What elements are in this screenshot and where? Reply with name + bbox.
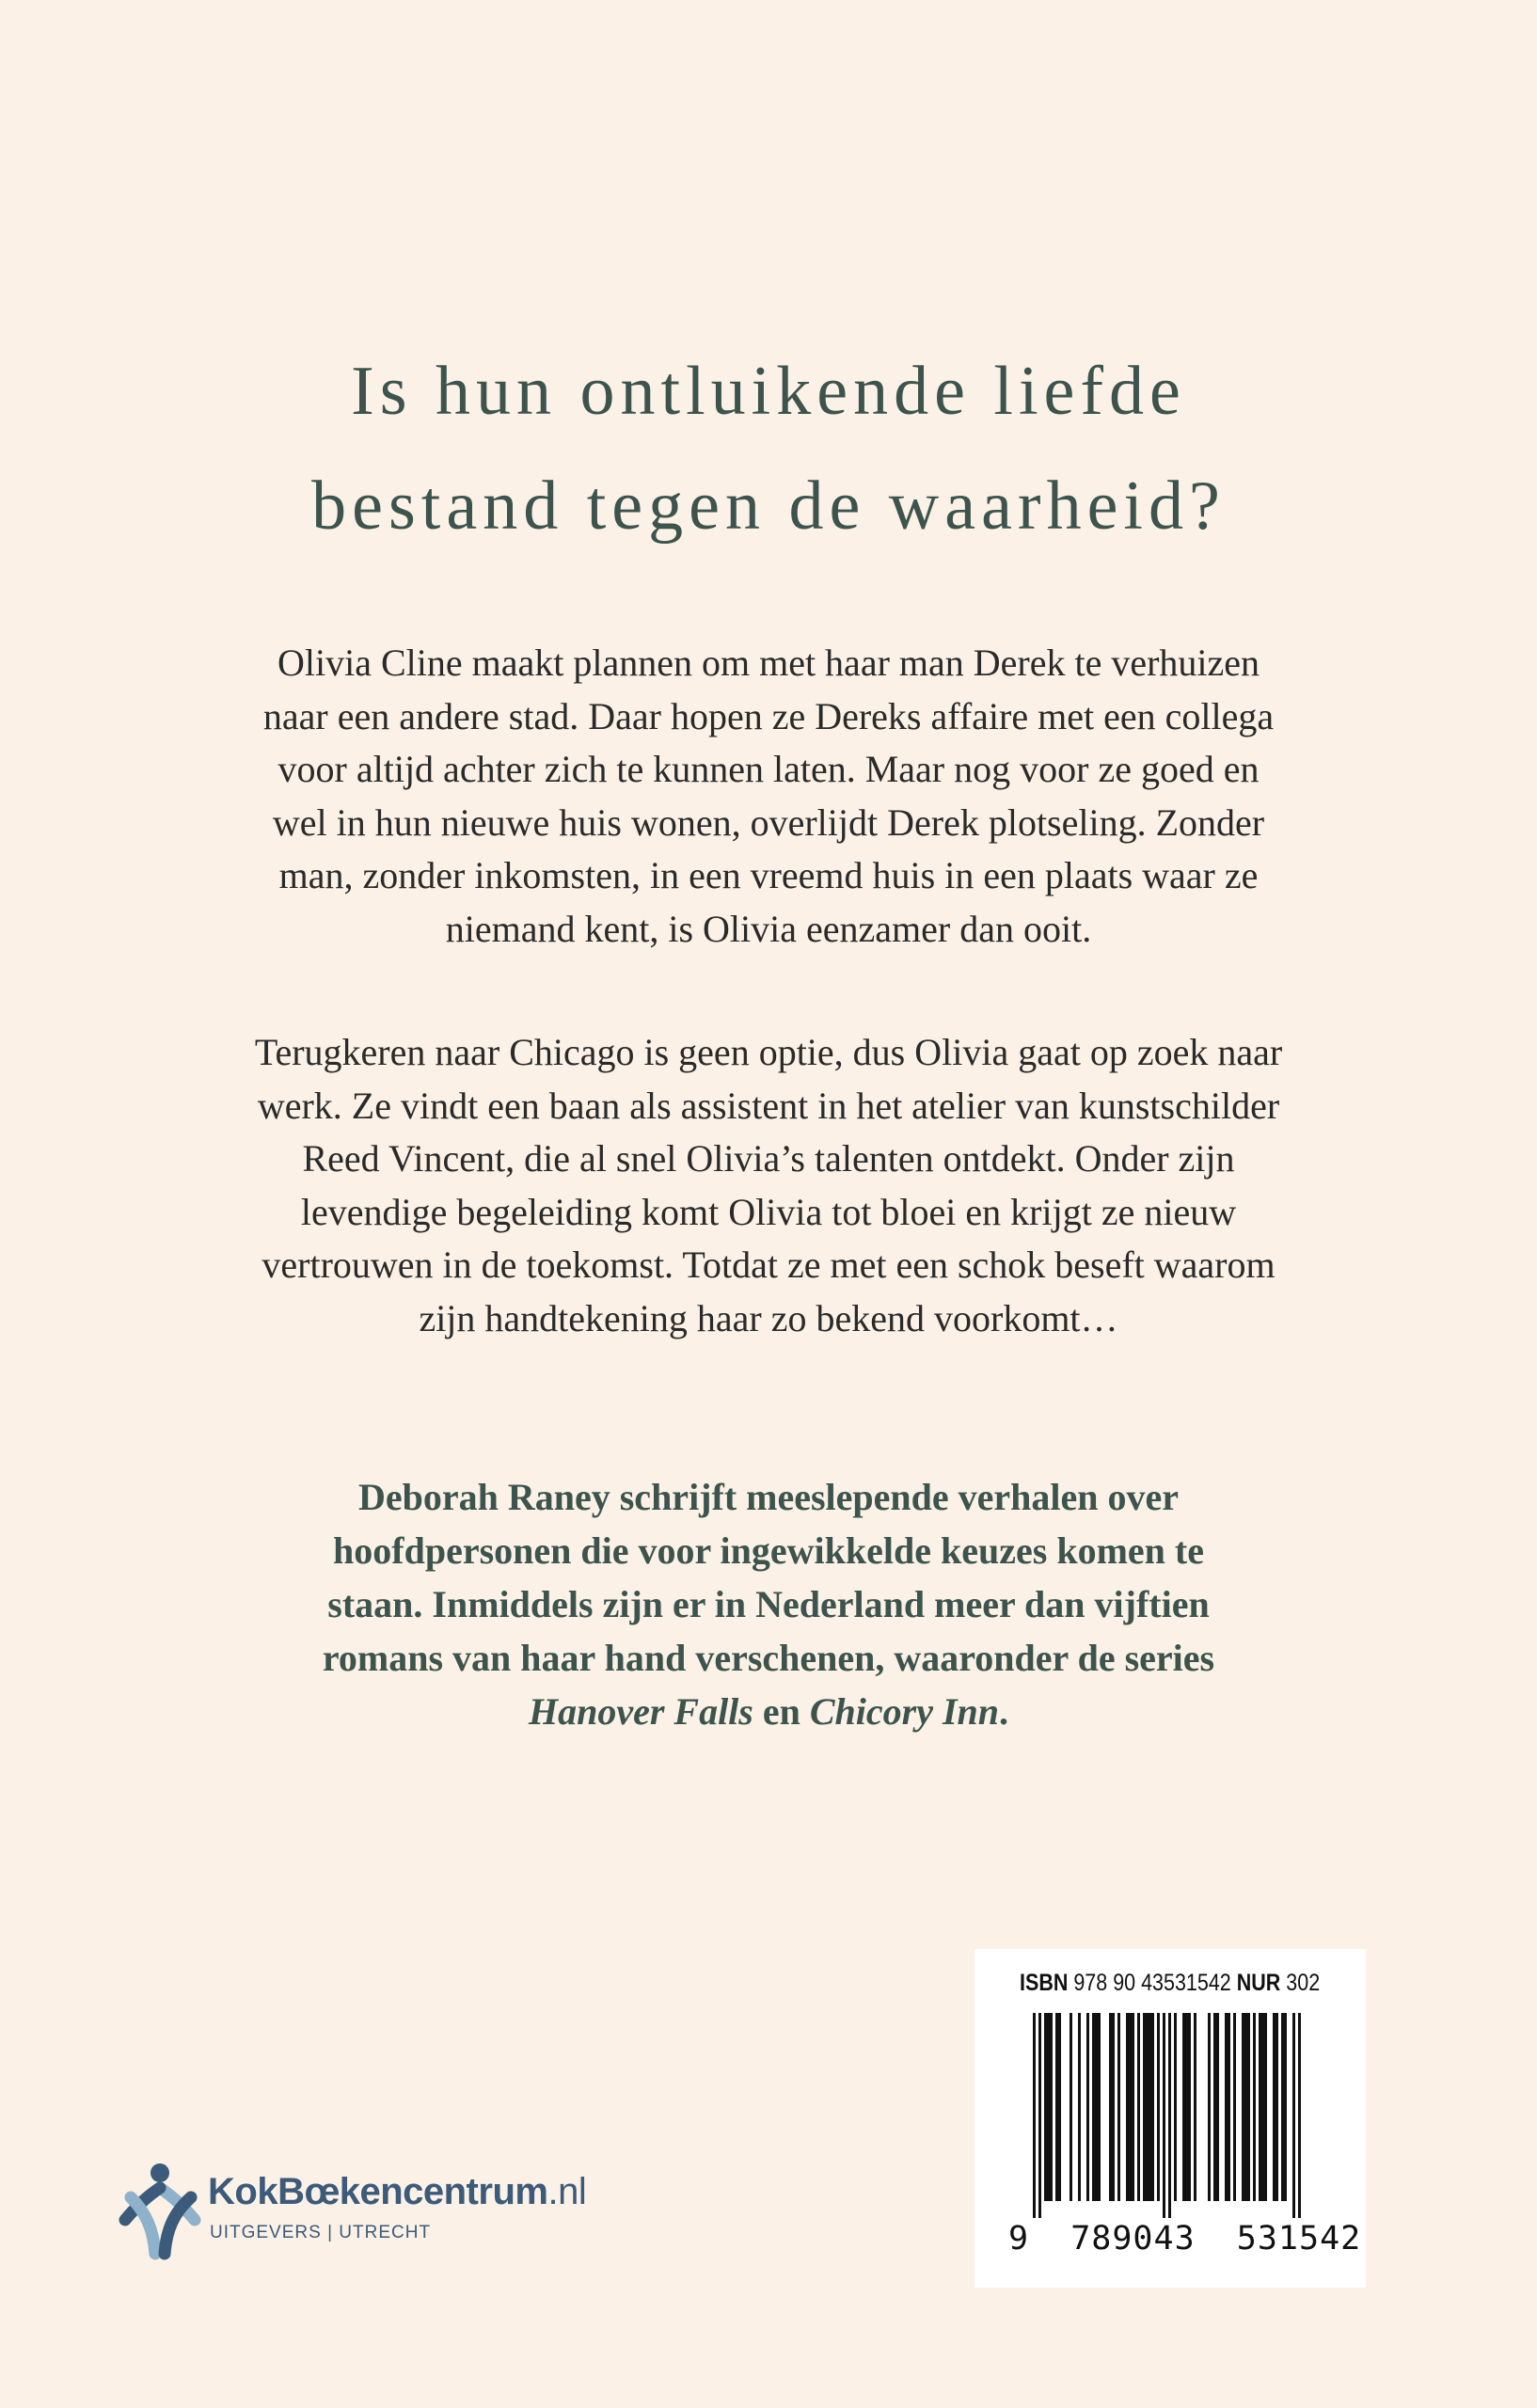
text-line: Reed Vincent, die al snel Olivia’s talenten ontdekt. Onder zijn: [302, 1137, 1235, 1180]
barcode-bar: [1149, 2013, 1151, 2201]
barcode-bar: [1276, 2013, 1278, 2201]
headline-line: bestand tegen de waarheid?: [311, 467, 1226, 545]
barcode-bar: [1132, 2013, 1134, 2201]
barcode-bar: [1213, 2013, 1216, 2201]
publisher-name-bold: KokBœkencentrum: [208, 2171, 548, 2212]
text-line: naar een andere stad. Daar hopen ze Dereks affaire met een collega: [262, 694, 1275, 737]
isbn-value: 978 90 43531542: [1073, 1970, 1231, 1996]
barcode-bar: [1050, 2013, 1053, 2201]
barcode-bar: [1070, 2013, 1072, 2201]
asterisk-person-logo-icon: [118, 2160, 202, 2263]
barcode-bar: [1086, 2013, 1089, 2201]
text-line: staan. Inmiddels zijn er in Nederland meer dan vijftien: [327, 1583, 1210, 1625]
series-title: Chicory Inn: [809, 1690, 1000, 1733]
isbn-line: [1020, 1970, 1320, 1997]
barcode: [1033, 2013, 1315, 2218]
publisher-tagline: UITGEVERS | UTRECHT: [210, 2223, 432, 2242]
text-line: Deborah Raney schrijft meeslepende verhalen over: [357, 1476, 1180, 1518]
barcode-bar: [1078, 2013, 1081, 2201]
barcode-bar: [1098, 2013, 1101, 2201]
barcode-bar: [1244, 2013, 1247, 2201]
nur-label: NUR: [1236, 1970, 1281, 1996]
barcode-bar: [1194, 2013, 1196, 2201]
barcode-bar: [1281, 2013, 1284, 2201]
barcode-bar: [1129, 2013, 1132, 2201]
barcode-bar: [1292, 2013, 1295, 2218]
barcode-bar: [1298, 2013, 1301, 2218]
barcode-bar: [1038, 2013, 1041, 2218]
barcode-digits: 9 789043 531542: [1008, 2220, 1362, 2258]
text-line: vertrouwen in de toekomst. Totdat ze met een schok beseft waarom: [261, 1244, 1276, 1286]
author-bio: [188, 1470, 1349, 1738]
barcode-bar: [1092, 2013, 1095, 2201]
barcode-bar: [1137, 2013, 1140, 2201]
barcode-bar: [1253, 2013, 1256, 2201]
text-line: Terugkeren naar Chicago is geen optie, dus Olivia gaat op zoek naar: [254, 1031, 1283, 1073]
barcode-bar: [1143, 2013, 1146, 2201]
publisher-logo: [118, 2160, 682, 2263]
series-title: Hanover Falls: [528, 1690, 753, 1733]
barcode-bar: [1095, 2013, 1098, 2201]
barcode-bar: [1058, 2013, 1061, 2201]
barcode-bar: [1182, 2013, 1185, 2201]
barcode-bar: [1247, 2013, 1250, 2201]
barcode-bar: [1151, 2013, 1154, 2201]
end-punctuation: .: [999, 1690, 1009, 1733]
barcode-bar: [1259, 2013, 1261, 2201]
barcode-bar: [1112, 2013, 1115, 2201]
text-line: zijn handtekening haar zo bekend voorkomt…: [419, 1296, 1118, 1339]
headline-line: Is hun ontluikende liefde: [351, 353, 1186, 430]
barcode-bar: [1228, 2013, 1230, 2201]
text-line: levendige begeleiding komt Olivia tot bloei en krijgt ze nieuw: [300, 1190, 1237, 1233]
text-line: hoofdpersonen die voor ingewikkelde keuzes komen te: [333, 1529, 1204, 1572]
isbn-label: ISBN: [1020, 1970, 1069, 1996]
text-line: niemand kent, is Olivia eenzamer dan ooit.: [445, 907, 1092, 950]
barcode-bar: [1168, 2013, 1171, 2218]
barcode-box: [974, 1949, 1366, 2288]
barcode-bar: [1242, 2013, 1244, 2201]
connector-text: en: [753, 1690, 810, 1733]
text-line: wel in hun nieuwe huis wonen, overlijdt Derek plotseling. Zonder: [272, 800, 1265, 844]
barcode-bar: [1044, 2013, 1047, 2201]
text-line: man, zonder inkomsten, in een vreemd huis in een plaats waar ze: [278, 854, 1259, 896]
barcode-bar: [1117, 2013, 1120, 2201]
synopsis-paragraph-2: [188, 1026, 1349, 1345]
barcode-bar: [1261, 2013, 1264, 2201]
publisher-name: [208, 2171, 586, 2213]
barcode-bar: [1284, 2013, 1287, 2201]
barcode-bar: [1216, 2013, 1219, 2201]
text-line: voor altijd achter zich te kunnen laten. Maar nog voor ze goed en: [277, 748, 1260, 790]
barcode-bar: [1033, 2013, 1036, 2218]
barcode-bar: [1157, 2013, 1160, 2201]
barcode-bar: [1273, 2013, 1276, 2201]
barcode-bar: [1055, 2013, 1058, 2201]
barcode-bar: [1225, 2013, 1228, 2201]
barcode-bar: [1185, 2013, 1188, 2201]
synopsis-paragraph-1: [188, 637, 1349, 956]
barcode-bar: [1126, 2013, 1129, 2201]
text-line: Olivia Cline maakt plannen om met haar man Derek te verhuizen: [277, 642, 1260, 684]
barcode-bar: [1146, 2013, 1149, 2201]
barcode-bar: [1163, 2013, 1165, 2218]
barcode-bar: [1264, 2013, 1267, 2201]
barcode-bar: [1109, 2013, 1112, 2201]
text-line: romans van haar hand verschenen, waaronder de series: [322, 1637, 1215, 1679]
barcode-bar: [1174, 2013, 1177, 2201]
text-line: [188, 1685, 1349, 1738]
publisher-name-suffix: .nl: [547, 2171, 587, 2212]
barcode-bar: [1208, 2013, 1211, 2201]
nur-value: 302: [1286, 1970, 1321, 1996]
barcode-bar: [1047, 2013, 1050, 2201]
barcode-bar: [1188, 2013, 1191, 2201]
barcode-bar: [1233, 2013, 1236, 2201]
text-line: werk. Ze vindt een baan als assistent in het atelier van kunstschilder: [257, 1084, 1280, 1127]
headline: [0, 334, 1537, 563]
